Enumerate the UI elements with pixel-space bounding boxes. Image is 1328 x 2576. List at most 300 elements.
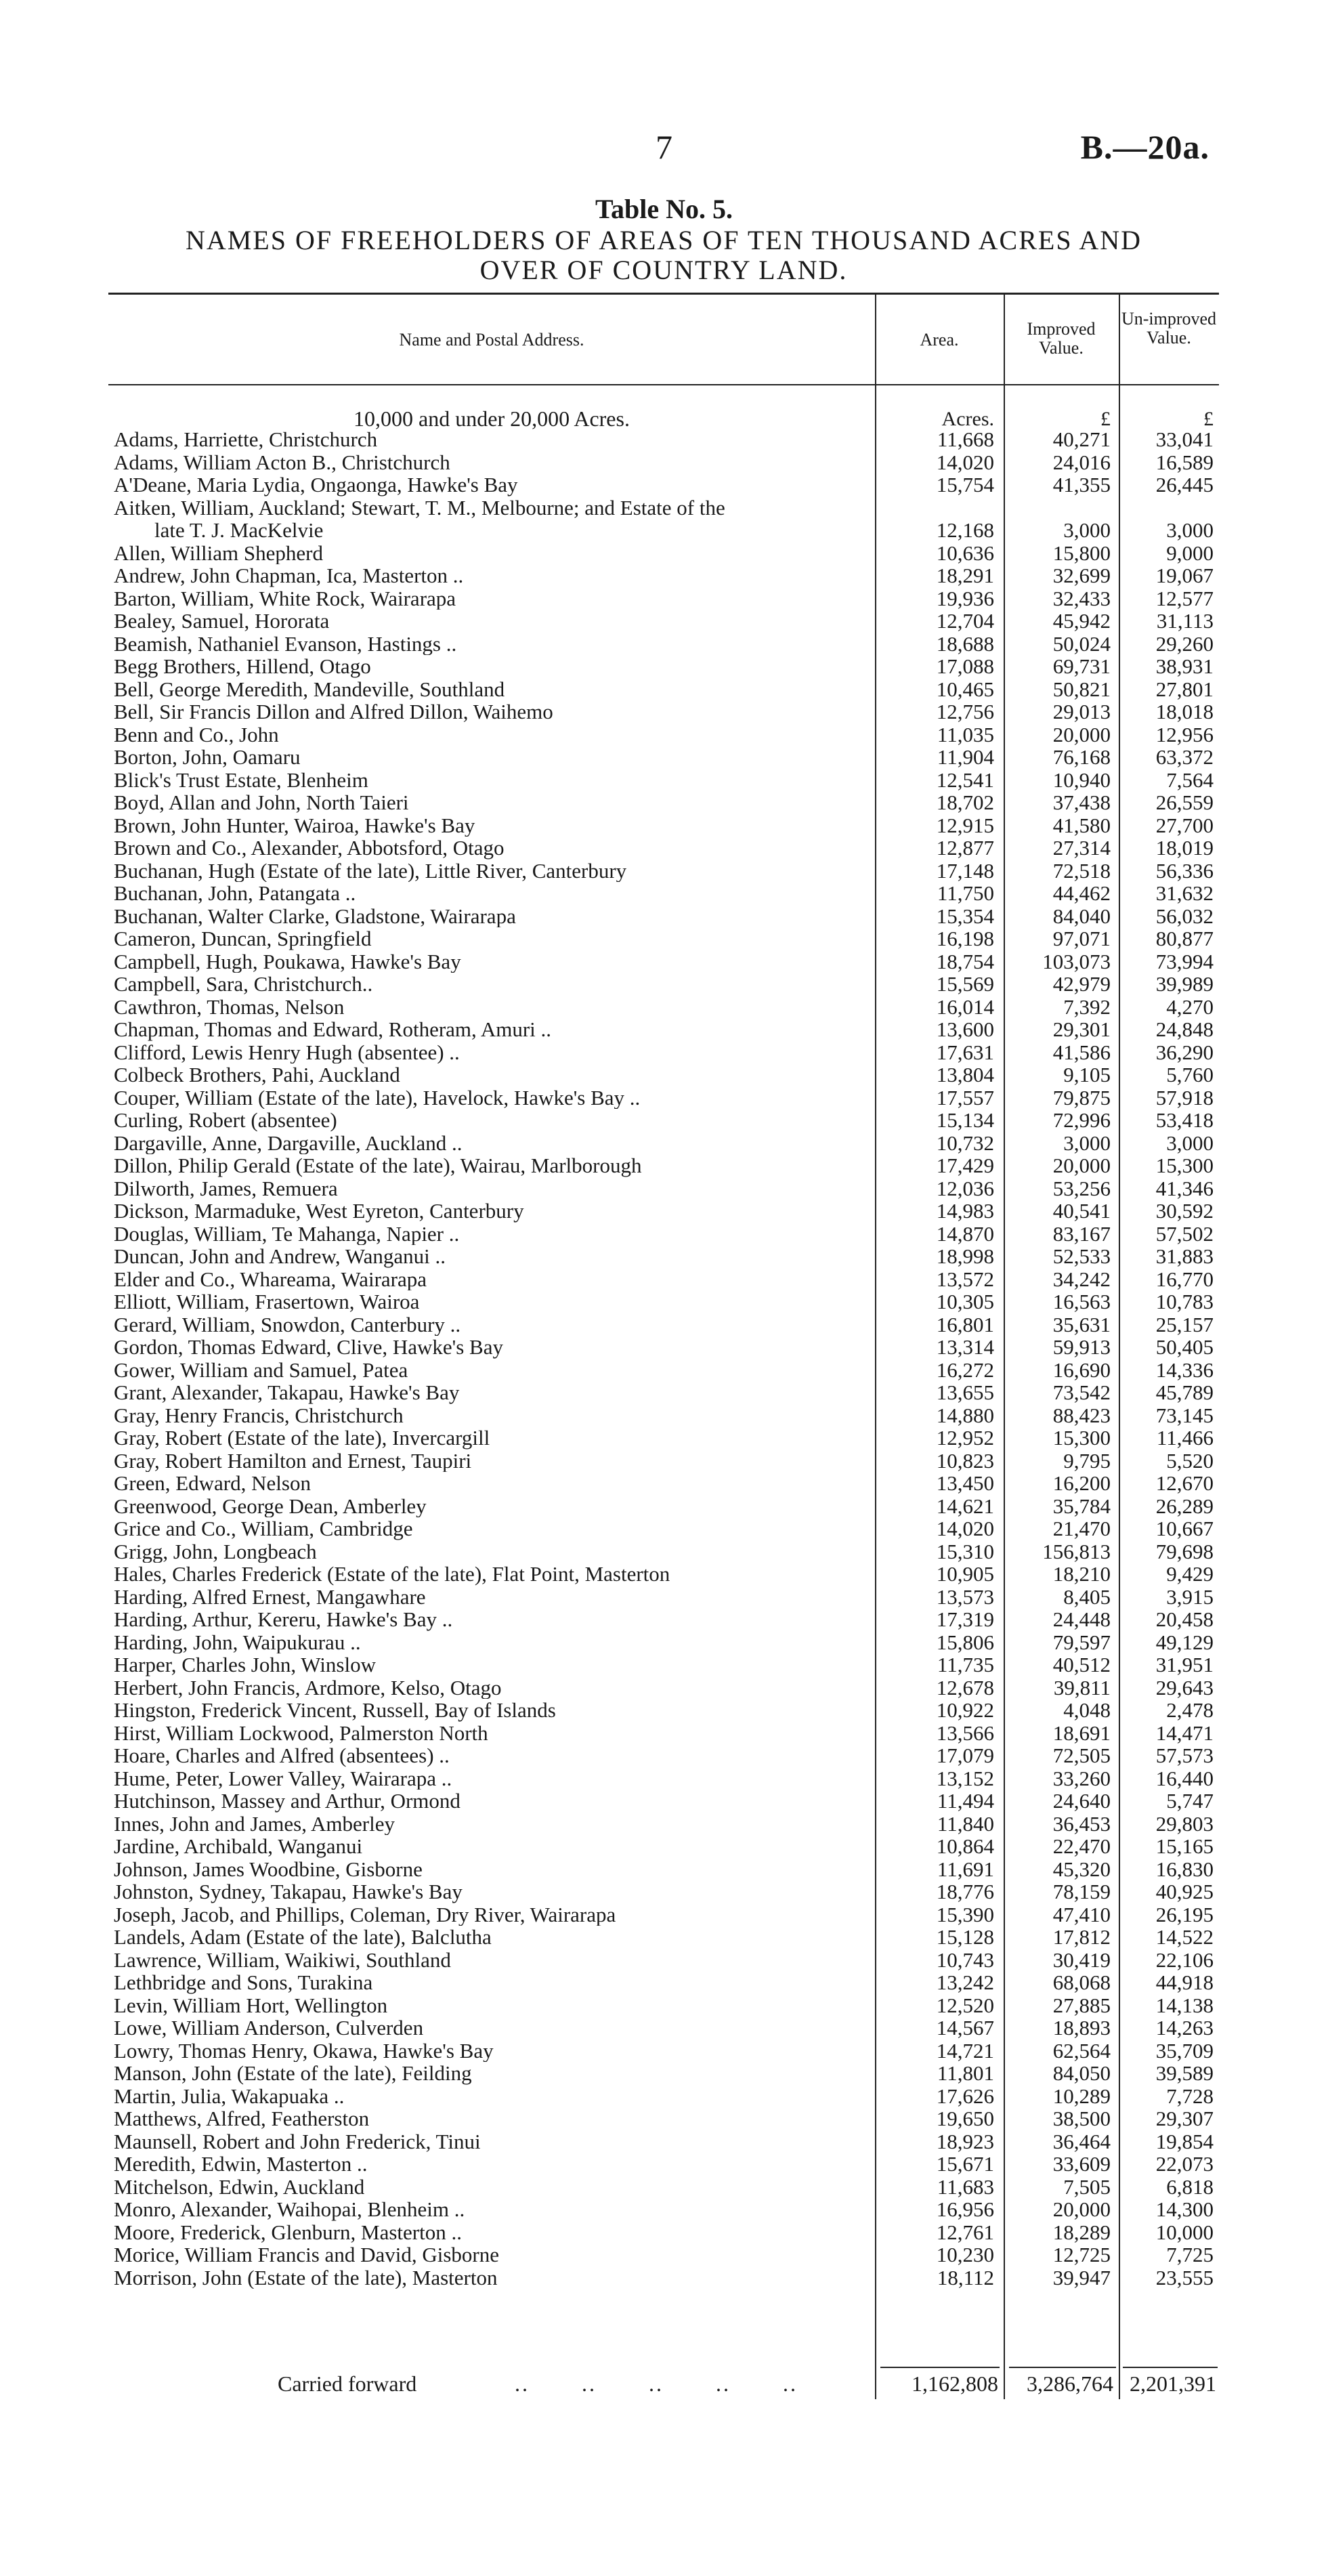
table-row (108, 1653, 1219, 1676)
freeholder-name (114, 564, 867, 587)
freeholder-name (114, 1699, 867, 1722)
table-row (108, 814, 1219, 837)
freeholder-name-text: Dickson, Marmaduke, West Eyreton, Canterbury (114, 1200, 524, 1223)
improved-value: 39,811 (1053, 1675, 1111, 1699)
freeholder-name (114, 2062, 867, 2085)
improved-value: 18,691 (1052, 1720, 1111, 1745)
freeholder-name-text: Hirst, William Lockwood, Palmerston North (114, 1721, 488, 1744)
area-value: 13,804 (936, 1063, 994, 1086)
freeholder-name (114, 1041, 867, 1064)
improved-value: 59,913 (1052, 1335, 1111, 1359)
table-row (108, 2198, 1219, 2221)
freeholder-name (114, 2017, 867, 2040)
improved-value: 156,813 (1042, 1539, 1111, 1563)
table-row (108, 1835, 1219, 1858)
area-value: 14,567 (936, 2016, 994, 2040)
improved-value: 79,597 (1052, 1630, 1111, 1654)
area-value: 11,668 (937, 427, 994, 451)
table-row (108, 905, 1219, 928)
table-title: Table No. 5. (595, 194, 733, 224)
freeholder-name-text: Cawthron, Thomas, Nelson (114, 995, 345, 1018)
area-value: 12,520 (936, 1993, 994, 2017)
area-value: 10,636 (936, 541, 994, 565)
area-value: 14,870 (936, 1221, 994, 1246)
freeholder-name (114, 837, 867, 860)
freeholder-name-text: Johnson, James Woodbine, Gisborne (114, 1857, 423, 1880)
unimproved-value: 5,747 (1166, 1789, 1214, 1813)
area-value: 12,877 (936, 836, 994, 860)
subtitle-line-2: OVER OF COUNTRY LAND. (479, 255, 848, 285)
area-value: 16,198 (936, 927, 994, 950)
unimproved-value: 56,032 (1155, 904, 1214, 928)
unimproved-value: 7,728 (1166, 2084, 1214, 2108)
table-row (108, 1450, 1219, 1473)
freeholder-name (114, 655, 867, 678)
sum-rule-area (880, 2367, 1000, 2368)
improved-value: 33,260 (1052, 1766, 1111, 1790)
unimproved-value: 10,667 (1155, 1517, 1214, 1540)
freeholder-name-text: Borton, John, Oamaru (114, 746, 301, 769)
area-value: 13,314 (936, 1335, 994, 1359)
unimproved-value: 40,925 (1155, 1880, 1214, 1903)
unimproved-value: 14,336 (1155, 1357, 1214, 1382)
freeholder-name (114, 1926, 867, 1949)
table-row (108, 1699, 1219, 1722)
freeholder-name-text: Elder and Co., Whareama, Wairarapa (114, 1267, 427, 1290)
freeholder-name-text: Allen, William Shepherd (114, 541, 323, 564)
area-value: 18,754 (936, 949, 994, 973)
freeholder-name (114, 1949, 867, 1972)
area-value: 11,735 (937, 1653, 994, 1676)
freeholder-name-text: Morice, William Francis and David, Gisborne (114, 2243, 499, 2266)
freeholder-name (114, 1994, 867, 2017)
area-value: 15,671 (936, 2152, 994, 2176)
column-header-improved: Improved Value. (1027, 319, 1096, 358)
improved-value: 50,821 (1052, 677, 1111, 701)
unimproved-value: 16,830 (1155, 1857, 1214, 1881)
improved-value: 30,419 (1052, 1947, 1111, 1972)
area-value: 17,626 (936, 2084, 994, 2108)
improved-value: 9,105 (1063, 1063, 1111, 1086)
area-value: 18,291 (936, 564, 994, 587)
area-value: 15,134 (936, 1108, 994, 1132)
unimproved-value: 63,372 (1155, 745, 1214, 769)
total-leaders: .. .. .. .. .. (515, 2371, 798, 2396)
table-row (108, 1722, 1219, 1745)
unit-unimproved: £ (1203, 408, 1214, 430)
improved-value: 79,875 (1052, 1085, 1111, 1110)
unimproved-value: 39,989 (1155, 972, 1214, 996)
area-value: 12,678 (936, 1675, 994, 1699)
unimproved-value: 73,994 (1155, 949, 1214, 973)
table-row (108, 1290, 1219, 1313)
total-improved: 3,286,764 (1027, 2371, 1113, 2396)
freeholder-name (114, 1767, 867, 1790)
improved-value: 24,640 (1052, 1789, 1111, 1813)
freeholder-name (114, 2198, 867, 2221)
table-row (108, 927, 1219, 950)
unimproved-value: 57,573 (1155, 1744, 1214, 1767)
area-value: 13,655 (936, 1380, 994, 1404)
freeholder-name-text: Hoare, Charles and Alfred (absentees) .. (114, 1744, 450, 1767)
freeholder-name (114, 1722, 867, 1745)
table-row (108, 587, 1219, 610)
freeholder-name (114, 1427, 867, 1450)
freeholder-name-text: Maunsell, Robert and John Frederick, Tinui (114, 2130, 481, 2153)
freeholder-name (114, 1653, 867, 1676)
area-value: 16,956 (936, 2197, 994, 2221)
freeholder-name (114, 1245, 867, 1268)
improved-value: 40,271 (1052, 427, 1111, 451)
total-unimproved: 2,201,391 (1130, 2371, 1216, 2396)
freeholder-name-text: Meredith, Edwin, Masterton .. (114, 2153, 368, 2176)
freeholder-name-text: Grice and Co., William, Cambridge (114, 1517, 413, 1540)
freeholder-name-text: Lowe, William Anderson, Culverden (114, 2017, 424, 2040)
improved-value: 7,392 (1063, 994, 1111, 1019)
freeholder-name (114, 723, 867, 746)
freeholder-name (114, 1336, 867, 1359)
unimproved-value: 10,783 (1155, 1290, 1214, 1313)
improved-value: 35,784 (1052, 1494, 1111, 1518)
improved-value: 97,071 (1052, 927, 1111, 950)
freeholder-name (114, 1586, 867, 1609)
table-row (108, 2153, 1219, 2176)
freeholder-name (114, 1790, 867, 1813)
unimproved-value: 25,157 (1155, 1312, 1214, 1336)
unimproved-value: 2,478 (1166, 1698, 1214, 1722)
freeholder-name-text: Mitchelson, Edwin, Auckland (114, 2175, 365, 2198)
table-row (108, 1563, 1219, 1586)
unimproved-value: 5,520 (1166, 1448, 1214, 1473)
improved-value: 29,013 (1052, 700, 1111, 723)
unimproved-value: 39,589 (1155, 2061, 1214, 2085)
improved-value: 88,423 (1052, 1403, 1111, 1427)
table-row (108, 837, 1219, 860)
improved-value: 83,167 (1052, 1221, 1111, 1246)
improved-value: 22,470 (1052, 1834, 1111, 1858)
area-value: 16,801 (936, 1312, 994, 1336)
unimproved-value: 29,643 (1155, 1675, 1214, 1699)
area-value: 13,573 (936, 1584, 994, 1609)
freeholder-name-text: Lowry, Thomas Henry, Okawa, Hawke's Bay (114, 2039, 494, 2062)
freeholder-name (114, 1132, 867, 1155)
improved-value: 9,795 (1063, 1448, 1111, 1473)
table-row (108, 1132, 1219, 1155)
table-row (108, 1903, 1219, 1926)
page-number: 7 (656, 128, 672, 166)
table-row (108, 1858, 1219, 1881)
area-value: 12,036 (936, 1176, 994, 1200)
freeholder-name-text: Levin, William Hort, Wellington (114, 1993, 388, 2017)
unimproved-value: 5,760 (1166, 1063, 1214, 1086)
total-label: Carried forward (278, 2371, 417, 2396)
freeholder-name-text: Green, Edward, Nelson (114, 1472, 311, 1495)
total-row (108, 2370, 1219, 2404)
freeholder-name (114, 1608, 867, 1631)
improved-value: 3,000 (1063, 1131, 1111, 1155)
freeholder-name (114, 587, 867, 610)
area-value: 13,152 (936, 1766, 994, 1790)
table-row (108, 769, 1219, 792)
area-value: 18,112 (937, 2265, 994, 2289)
subtitle-line-1: NAMES OF FREEHOLDERS OF AREAS OF TEN THOUSAND ACRES AND (185, 225, 1142, 255)
freeholder-name (114, 905, 867, 928)
freeholder-name-text: Greenwood, George Dean, Amberley (114, 1494, 427, 1517)
freeholder-name-text: Johnston, Sydney, Takapau, Hawke's Bay (114, 1880, 463, 1903)
table-row (108, 1608, 1219, 1631)
freeholder-name (114, 473, 867, 497)
table-row (108, 1381, 1219, 1404)
table-row (108, 1063, 1219, 1086)
freeholder-name (114, 1313, 867, 1336)
freeholder-name-text: Gordon, Thomas Edward, Clive, Hawke's Bay (114, 1336, 503, 1359)
improved-value: 78,159 (1052, 1880, 1111, 1903)
unimproved-value: 44,918 (1155, 1970, 1214, 1994)
freeholder-name-text: Monro, Alexander, Waihopai, Blenheim .. (114, 2198, 465, 2221)
improved-value: 24,016 (1052, 450, 1111, 474)
freeholder-name-text: Herbert, John Francis, Ardmore, Kelso, Otago (114, 1676, 502, 1699)
document-reference: B.—20a. (1080, 128, 1209, 166)
freeholders-table (108, 293, 1219, 2409)
freeholder-name (114, 542, 867, 565)
freeholder-name-text: Aitken, William, Auckland; Stewart, T. M., Melbourne; and Estate of the (114, 496, 725, 520)
improved-value: 84,040 (1052, 904, 1111, 928)
area-value: 14,880 (936, 1403, 994, 1427)
unimproved-value: 31,632 (1155, 881, 1214, 905)
freeholder-name-text: Martin, Julia, Wakapuaka .. (114, 2084, 345, 2107)
improved-value: 68,068 (1052, 1970, 1111, 1994)
table-row (108, 746, 1219, 769)
improved-value: 18,289 (1052, 2220, 1111, 2244)
unimproved-value: 20,458 (1155, 1607, 1214, 1631)
area-value: 18,688 (936, 631, 994, 656)
improved-value: 18,893 (1052, 2016, 1111, 2040)
freeholder-name-text: A'Deane, Maria Lydia, Ongaonga, Hawke's Bay (114, 473, 518, 497)
table-row (108, 996, 1219, 1019)
table-row (108, 860, 1219, 883)
improved-value: 103,073 (1042, 949, 1111, 973)
area-value: 17,429 (936, 1154, 994, 1177)
unimproved-value: 36,290 (1155, 1040, 1214, 1064)
table-row (108, 723, 1219, 746)
freeholder-name-text: Brown, John Hunter, Wairoa, Hawke's Bay (114, 814, 475, 837)
table-row (108, 1540, 1219, 1563)
unimproved-value: 24,848 (1155, 1017, 1214, 1041)
table-row (108, 2017, 1219, 2040)
improved-value: 16,200 (1052, 1471, 1111, 1495)
unimproved-value: 15,300 (1155, 1154, 1214, 1177)
unimproved-value: 7,725 (1166, 2243, 1214, 2266)
freeholder-name-text: Gray, Robert Hamilton and Ernest, Taupiri (114, 1449, 472, 1472)
freeholder-name-text: Moore, Frederick, Glenburn, Masterton .. (114, 2220, 462, 2243)
area-value: 12,761 (936, 2220, 994, 2244)
unimproved-value: 73,145 (1155, 1403, 1214, 1427)
freeholder-name (114, 1063, 867, 1086)
unimproved-value: 57,918 (1155, 1085, 1214, 1110)
area-value: 11,904 (937, 745, 994, 769)
unimproved-value: 11,466 (1156, 1426, 1214, 1450)
freeholder-name (114, 633, 867, 656)
section-title: 10,000 and under 20,000 Acres. (354, 406, 630, 431)
table-row (108, 497, 1219, 542)
improved-value: 20,000 (1052, 1154, 1111, 1177)
improved-value: 17,812 (1052, 1925, 1111, 1949)
freeholder-name (114, 1631, 867, 1654)
freeholder-name-text: Campbell, Hugh, Poukawa, Hawke's Bay (114, 950, 461, 973)
unimproved-value: 29,260 (1155, 631, 1214, 656)
freeholder-name (114, 700, 867, 723)
table-row (108, 1018, 1219, 1041)
table-row (108, 1744, 1219, 1767)
area-value: 17,148 (936, 858, 994, 883)
area-value: 16,014 (936, 994, 994, 1019)
improved-value: 36,453 (1052, 1811, 1111, 1836)
unimproved-value: 6,818 (1166, 2174, 1214, 2199)
freeholder-name-text: Curling, Robert (absentee) (114, 1109, 337, 1132)
unimproved-value: 29,307 (1155, 2107, 1214, 2130)
area-value: 14,020 (936, 450, 994, 474)
table-subtitle (108, 226, 1219, 285)
freeholder-name (114, 1676, 867, 1699)
table-row (108, 473, 1219, 497)
freeholder-name (114, 451, 867, 474)
table-top-rule (108, 293, 1219, 295)
unimproved-value: 27,700 (1155, 813, 1214, 837)
unimproved-value: 12,956 (1155, 722, 1214, 746)
improved-value: 29,301 (1052, 1017, 1111, 1041)
freeholder-name (114, 927, 867, 950)
freeholder-name-text: Adams, Harriette, Christchurch (114, 428, 378, 451)
improved-value: 35,631 (1052, 1312, 1111, 1336)
table-row (108, 564, 1219, 587)
freeholder-name-text: Colbeck Brothers, Pahi, Auckland (114, 1063, 400, 1086)
improved-value: 76,168 (1052, 745, 1111, 769)
freeholder-name-text: Matthews, Alfred, Featherston (114, 2107, 370, 2130)
table-row (108, 1767, 1219, 1790)
improved-value: 52,533 (1052, 1244, 1111, 1268)
freeholder-name (114, 746, 867, 769)
freeholder-name-text: Manson, John (Estate of the late), Feilding (114, 2062, 472, 2085)
freeholder-name-text: Hume, Peter, Lower Valley, Wairarapa .. (114, 1767, 452, 1790)
unimproved-value: 22,073 (1155, 2152, 1214, 2176)
unimproved-value: 41,346 (1155, 1176, 1214, 1200)
area-value: 14,621 (936, 1494, 994, 1518)
table-row (108, 791, 1219, 814)
unimproved-value: 3,000 (1166, 1131, 1214, 1155)
freeholder-name-text: Brown and Co., Alexander, Abbotsford, Otago (114, 837, 505, 860)
table-row (108, 1200, 1219, 1223)
freeholder-name (114, 973, 867, 996)
improved-value: 8,405 (1063, 1584, 1111, 1609)
unimproved-value: 80,877 (1155, 927, 1214, 950)
unimproved-value: 14,522 (1155, 1925, 1214, 1949)
freeholder-name-text: Bell, George Meredith, Mandeville, Southland (114, 677, 505, 700)
area-value: 13,242 (936, 1970, 994, 1994)
table-row (108, 1949, 1219, 1972)
improved-value: 47,410 (1052, 1902, 1111, 1926)
unimproved-value: 57,502 (1155, 1221, 1214, 1246)
freeholder-name (114, 1223, 867, 1246)
area-value: 13,450 (936, 1471, 994, 1495)
improved-value: 45,942 (1052, 609, 1111, 633)
freeholder-name (114, 1268, 867, 1291)
freeholder-name-text: Campbell, Sara, Christchurch.. (114, 973, 373, 996)
improved-value: 10,289 (1052, 2084, 1111, 2108)
improved-value: 72,518 (1052, 858, 1111, 883)
table-row (108, 1268, 1219, 1291)
freeholder-name-text: Buchanan, Walter Clarke, Gladstone, Wairarapa (114, 904, 516, 927)
table-row (108, 1813, 1219, 1836)
freeholder-name (114, 1018, 867, 1041)
table-row (108, 1994, 1219, 2017)
improved-value: 32,433 (1052, 586, 1111, 610)
freeholder-name (114, 1404, 867, 1427)
area-value: 12,541 (936, 767, 994, 792)
area-value: 10,905 (936, 1562, 994, 1586)
area-value: 15,390 (936, 1902, 994, 1926)
unimproved-value: 26,195 (1155, 1902, 1214, 1926)
area-value: 11,035 (937, 722, 994, 746)
improved-value: 3,000 (1063, 518, 1111, 542)
freeholder-name-text: Barton, William, White Rock, Wairarapa (114, 587, 456, 610)
table-row (108, 882, 1219, 905)
area-value: 10,465 (936, 677, 994, 701)
area-value: 15,806 (936, 1630, 994, 1654)
area-value: 10,743 (936, 1947, 994, 1972)
improved-value: 15,300 (1052, 1426, 1111, 1450)
area-value: 13,572 (936, 1267, 994, 1291)
area-value: 12,952 (936, 1426, 994, 1450)
unimproved-value: 23,555 (1155, 2265, 1214, 2289)
freeholder-name (114, 1450, 867, 1473)
unimproved-value: 19,854 (1155, 2129, 1214, 2153)
table-row (108, 1427, 1219, 1450)
table-row (108, 2130, 1219, 2153)
improved-value: 32,699 (1052, 564, 1111, 587)
improved-value: 40,512 (1052, 1653, 1111, 1676)
freeholder-name (114, 2040, 867, 2063)
area-value: 11,750 (937, 881, 994, 905)
freeholder-name (114, 882, 867, 905)
table-row (108, 451, 1219, 474)
area-value: 14,020 (936, 1517, 994, 1540)
total-area: 1,162,808 (912, 2371, 998, 2396)
unimproved-value: 16,440 (1155, 1766, 1214, 1790)
freeholder-name-text: Innes, John and James, Amberley (114, 1812, 395, 1835)
unimproved-value: 22,106 (1155, 1947, 1214, 1972)
unimproved-value: 4,270 (1166, 994, 1214, 1019)
improved-value: 42,979 (1052, 972, 1111, 996)
freeholder-name (114, 950, 867, 973)
table-row (108, 1631, 1219, 1654)
area-value: 19,936 (936, 586, 994, 610)
table-row (108, 1880, 1219, 1903)
freeholder-name (114, 2130, 867, 2153)
unimproved-value: 45,789 (1155, 1380, 1214, 1404)
improved-value: 36,464 (1052, 2129, 1111, 2153)
area-value: 17,557 (936, 1085, 994, 1110)
freeholder-name (114, 1359, 867, 1382)
unimproved-value: 38,931 (1155, 654, 1214, 678)
column-header-area: Area. (920, 330, 959, 350)
unimproved-value: 31,113 (1156, 609, 1214, 633)
table-row (108, 2085, 1219, 2108)
table-row (108, 2107, 1219, 2130)
freeholder-name (114, 1290, 867, 1313)
freeholder-name (114, 769, 867, 792)
freeholder-name (114, 1177, 867, 1200)
freeholder-name-text: Jardine, Archibald, Wanganui (114, 1835, 363, 1858)
